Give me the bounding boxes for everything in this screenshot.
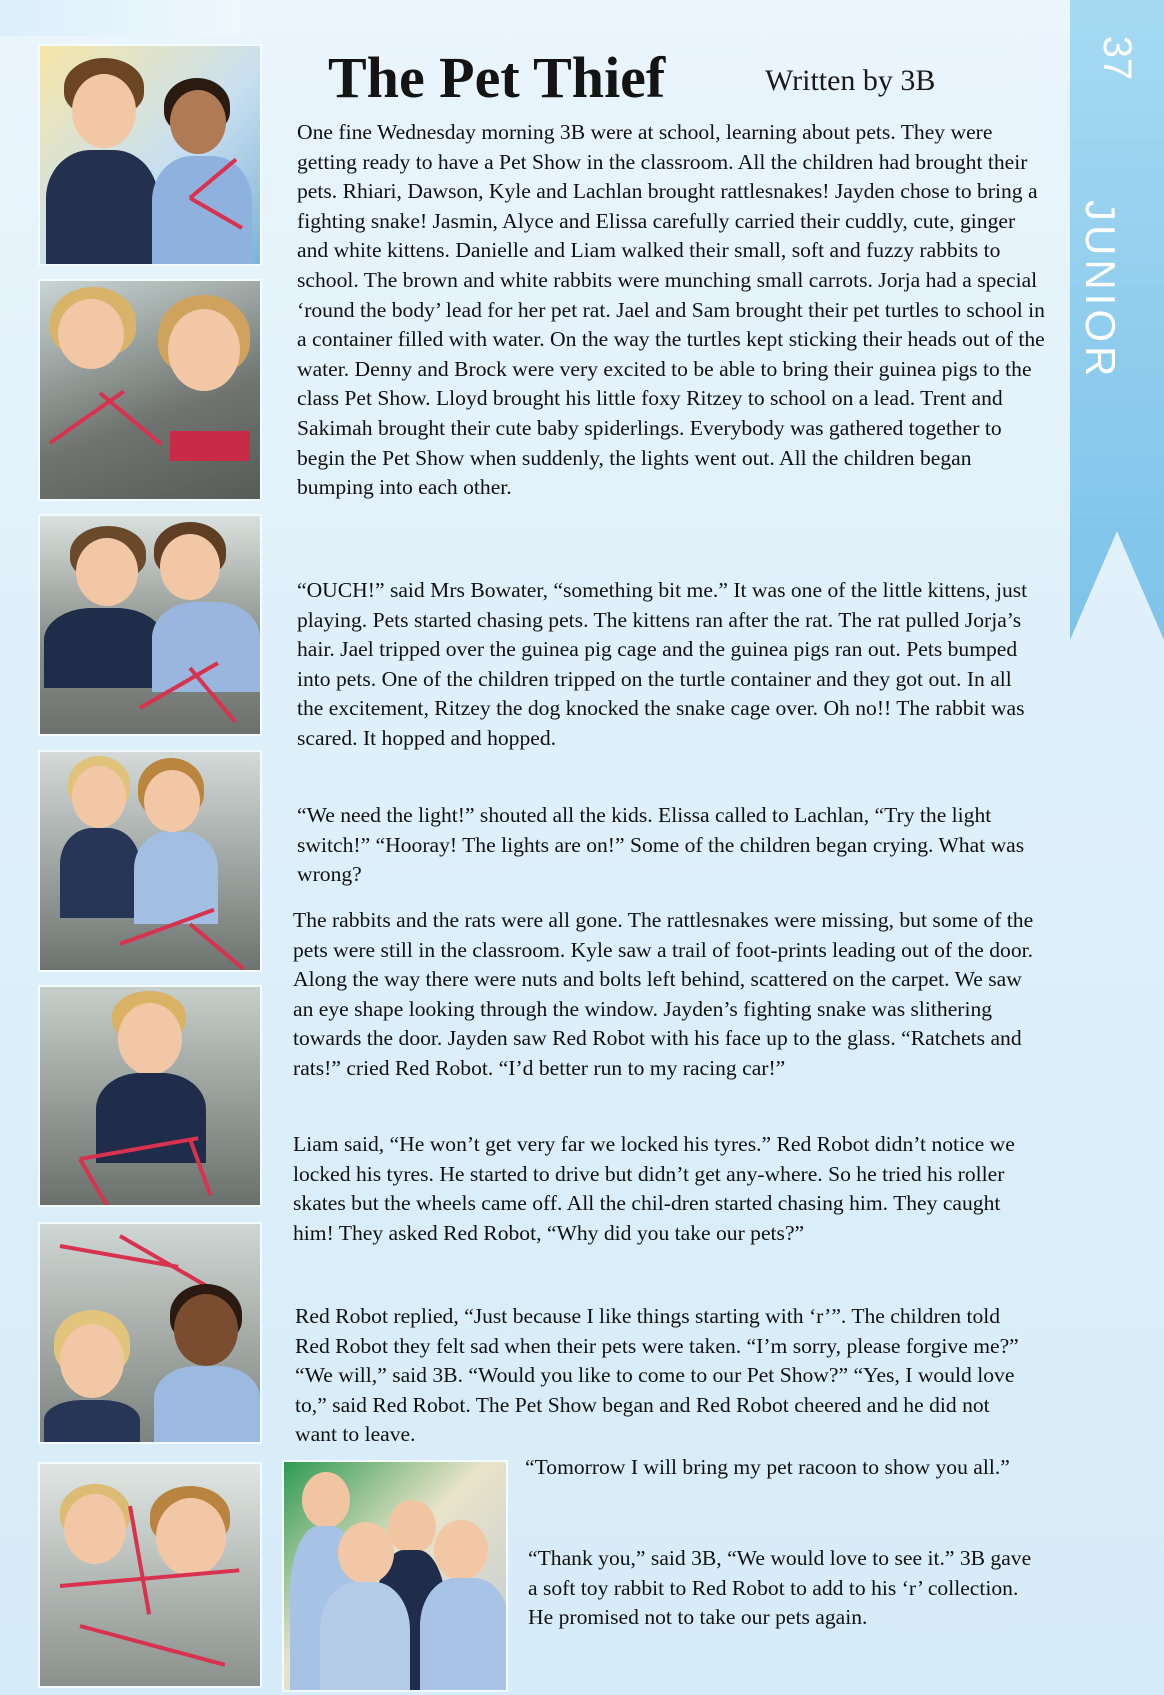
page-corner [0, 0, 240, 36]
paragraph-4: The rabbits and the rats were all gone. The rattlesnakes were missing, but some of the pets were still in the classroom. Kyle saw a trail of foot-prints leading out of the door. Along the way there were nuts and bolts left behind, scattered on the carpet. We saw an eye shape looking through the window. Jayden’s fighting snake was slithering towards the door. Jayden saw Red Robot with his face up to the glass. “Ratchets and rats!” cried Red Robot. “I’d better run to my racing car!” [293, 908, 1034, 1080]
page-number: 37 [1095, 35, 1139, 81]
photo-5 [38, 985, 262, 1207]
paragraph-1: One fine Wednesday morning 3B were at school, learning about pets. They were getting ready to have a Pet Show in the classroom. All the children had brought their pets. Rhiari, Dawson, Kyle and Lachlan brought rattlesnakes! Jayden chose to bring a fighting snake! Jasmin, Alyce and Elissa carefully carried their cuddly, cute, ginger and white kittens. Danielle and Liam walked their small, soft and fuzzy rabbits to school. The brown and white rabbits were munching small carrots. Jorja had a special ‘round the body’ lead for her pet rat. Jael and Sam brought their pet turtles to school in a container filled with water. On the way the turtles kept sticking their heads out of the water. Denny and Brock were very excited to be able to bring their guinea pigs to the class Pet Show. Lloyd brought his little foxy Ritzey to school on a lead. Trent and Sakimah brought their cute baby spiderlings. Everybody was gathered together to begin the Pet Show when suddenly, the lights went out. All the children began bumping into each other. [297, 120, 1045, 500]
photo-3 [38, 514, 262, 736]
paragraph-8: “Thank you,” said 3B, “We would love to see it.” 3B gave a soft toy rabbit to Red Robot to add to his ‘r’ collection. He promised not to take our pets again. [528, 1546, 1032, 1630]
paragraph-5: Liam said, “He won’t get very far we locked his tyres.” Red Robot didn’t notice we locked his tyres. He started to drive but didn’t get any-where. So he tried his roller skates but the wheels came off. All the chil-dren started chasing him. They caught him! They asked Red Robot, “Why did you take our pets?” [293, 1132, 1015, 1245]
photo-2 [38, 279, 262, 501]
story-title: The Pet Thief [328, 45, 666, 110]
paragraph-3: “We need the light!” shouted all the kids. Elissa called to Lachlan, “Try the light switch!” “Hooray! The lights are on!” Some of the children began crying. What was wrong? [297, 803, 1025, 887]
paragraph-2: “OUCH!” said Mrs Bowater, “something bit me.” It was one of the little kittens, just playing. Pets started chasing pets. The kittens ran after the rat. The rat pulled Jorja’s hair. Jael tripped over the guinea pig cage and the guinea pigs ran out. Pets bumped into pets. One of the children tripped on the turtle container and they got out. In all the excitement, Ritzey the dog knocked the snake cage over. Oh no!! The rabbit was scared. It hopped and hopped. [297, 578, 1028, 750]
photo-7 [38, 1462, 262, 1688]
section-label: JUNIOR [1077, 200, 1124, 381]
paragraph-6: Red Robot replied, “Just because I like things starting with ‘r’”. The children told Red Robot they felt sad when their pets were taken. “I’m sorry, please forgive me?” “We will,” said 3B. “Would you like to come to our Pet Show?” “Yes, I would love to,” said Red Robot. The Pet Show began and Red Robot cheered and he did not want to leave. [295, 1304, 1019, 1447]
story-byline: Written by 3B [765, 64, 936, 97]
photo-group [282, 1460, 508, 1692]
photo-1 [38, 44, 262, 266]
paragraph-7: “Tomorrow I will bring my pet racoon to show you all.” [525, 1455, 1010, 1479]
photo-6 [38, 1222, 262, 1444]
photo-4 [38, 750, 262, 972]
